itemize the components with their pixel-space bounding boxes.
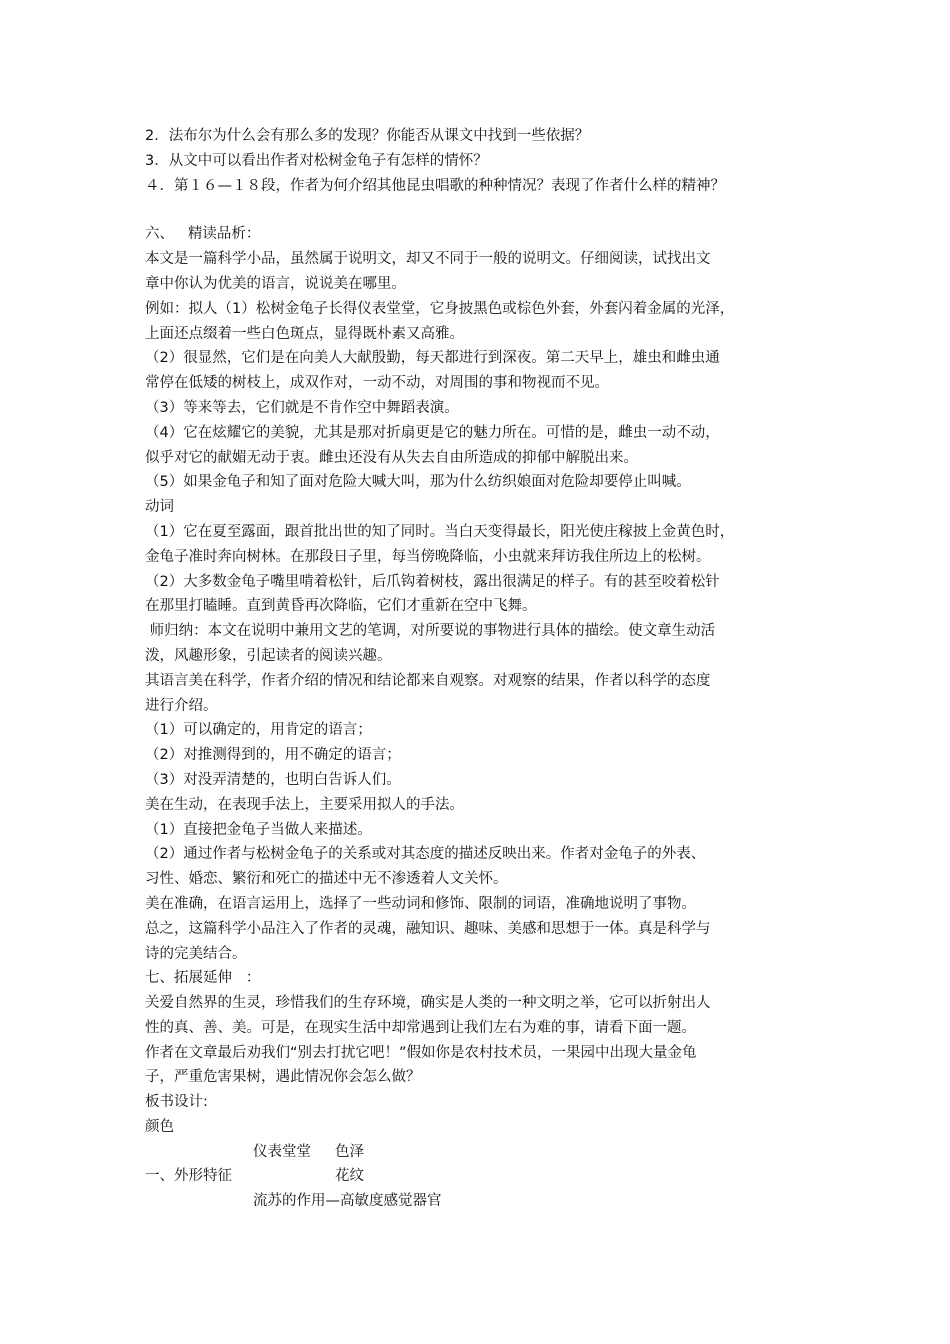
board-title: 板书设计:: [145, 1094, 208, 1111]
paragraph-line: 本文是一篇科学小品，虽然属于说明文，却又不同于一般的说明文。仔细阅读，试找出文: [145, 251, 711, 268]
paragraph-line: 常停在低矮的树枝上，成双作对，一动不动，对周围的事和物视而不见。: [145, 375, 609, 392]
paragraph-line: 进行介绍。: [145, 697, 218, 714]
paragraph-line: 在那里打瞌睡。直到黄昏再次降临，它们才重新在空中飞舞。: [145, 598, 537, 615]
paragraph-line: （2）大多数金龟子嘴里啃着松针，后爪钩着树枝，露出很满足的样子。有的甚至咬着松针: [145, 573, 720, 590]
paragraph-line: 章中你认为优美的语言，说说美在哪里。: [145, 275, 406, 292]
paragraph-line: （3）等来等去，它们就是不肯作空中舞蹈表演。: [145, 399, 459, 416]
paragraph-line: 美在生动，在表现手法上，主要采用拟人的手法。: [145, 796, 464, 813]
board-section-one: 一、外形特征: [145, 1167, 232, 1184]
paragraph-line: 性的真、善、美。可是，在现实生活中却常遇到让我们左右为难的事，请看下面一题。: [145, 1019, 696, 1036]
question-3: 3．从文中可以看出作者对松树金龟子有怎样的情怀？: [145, 152, 488, 169]
paragraph-line: 总之，这篇科学小品注入了作者的灵魂，融知识、趣味、美感和思想于一体。真是科学与: [145, 920, 711, 937]
board-item-tassel: 流苏的作用—高敏度感觉器官: [253, 1192, 442, 1209]
section-6-title: 六、 精读品析：: [145, 226, 261, 243]
paragraph-line: （5）如果金龟子和知了面对危险大喊大叫，那为什么纺织娘面对危险却要停止叫喊。: [145, 474, 691, 491]
question-4: ４．第１６—１８段，作者为何介绍其他昆虫唱歌的种种情况？表现了作者什么样的精神？: [145, 177, 725, 194]
paragraph-line: 上面还点缀着一些白色斑点，显得既朴素又高雅。: [145, 325, 464, 342]
paragraph-line: （2）通过作者与松树金龟子的关系或对其态度的描述反映出来。作者对金龟子的外表、: [145, 846, 706, 863]
paragraph-line: 子，严重危害果树，遇此情况你会怎么做？: [145, 1069, 421, 1086]
blank-line: [145, 198, 825, 222]
board-item-pattern: 花纹: [335, 1167, 364, 1184]
document-body: [145, 124, 825, 1236]
paragraph-line: 例如：拟人（1）松树金龟子长得仪表堂堂，它身披黑色或棕色外套，外套闪着金属的光泽，: [145, 300, 735, 317]
paragraph-line: 美在准确，在语言运用上，选择了一些动词和修饰、限制的词语，准确地说明了事物。: [145, 895, 696, 912]
paragraph-line: 动词: [145, 499, 174, 516]
section-close-reading: [145, 222, 825, 966]
paragraph-line: 金龟子准时奔向树林。在那段日子里，每当傍晚降临，小虫就来拜访我住所边上的松树。: [145, 548, 711, 565]
paragraph-line: 似乎对它的献媚无动于衷。雌虫还没有从失去自由所造成的抑郁中解脱出来。: [145, 449, 638, 466]
paragraph-line: 其语言美在科学，作者介绍的情况和结论都来自观察。对观察的结果，作者以科学的态度: [145, 672, 711, 689]
paragraph-line: （1）可以确定的，用肯定的语言；: [145, 722, 372, 739]
board-item-luster: 色泽: [335, 1143, 364, 1160]
paragraph-line: （2）很显然，它们是在向美人大献殷勤，每天都进行到深夜。第二天早上，雄虫和雌虫通: [145, 350, 720, 367]
paragraph-line: （1）它在夏至露面，跟首批出世的知了同时。当白天变得最长，阳光使庄稼披上金黄色时，: [145, 523, 735, 540]
board-outline: [145, 1140, 825, 1236]
paragraph-line: 泼，风趣形象，引起读者的阅读兴趣。: [145, 647, 392, 664]
blackboard-design: [145, 1090, 825, 1236]
paragraph-line: 诗的完美结合。: [145, 945, 247, 962]
paragraph-line: （1）直接把金龟子当做人来描述。: [145, 821, 372, 838]
paragraph-line: （4）它在炫耀它的美貌，尤其是那对折扇更是它的魅力所在。可惜的是，雌虫一动不动，: [145, 424, 720, 441]
board-label-color: 颜色: [145, 1119, 174, 1136]
paragraph-line: （2）对推测得到的，用不确定的语言；: [145, 747, 401, 764]
section-extension: [145, 966, 825, 1090]
paragraph-line: （3）对没弄清楚的，也明白告诉人们。: [145, 771, 401, 788]
section-7-title: 七、拓展延伸 ：: [145, 970, 261, 987]
board-item-appearance: 仪表堂堂: [253, 1143, 311, 1160]
paragraph-line: 作者在文章最后劝我们“别去打扰它吧！”假如你是农村技术员，一果园中出现大量金龟: [145, 1044, 697, 1061]
question-2: 2．法布尔为什么会有那么多的发现？你能否从课文中找到一些依据？: [145, 128, 590, 144]
paragraph-line: 师归纳：本文在说明中兼用文艺的笔调，对所要说的事物进行具体的描绘。使文章生动活: [145, 623, 716, 640]
paragraph-line: 习性、婚恋、繁衍和死亡的描述中无不渗透着人文关怀。: [145, 871, 508, 888]
paragraph-line: 关爱自然界的生灵，珍惜我们的生存环境，确实是人类的一种文明之举，它可以折射出人: [145, 995, 711, 1012]
discussion-questions: [145, 124, 825, 198]
